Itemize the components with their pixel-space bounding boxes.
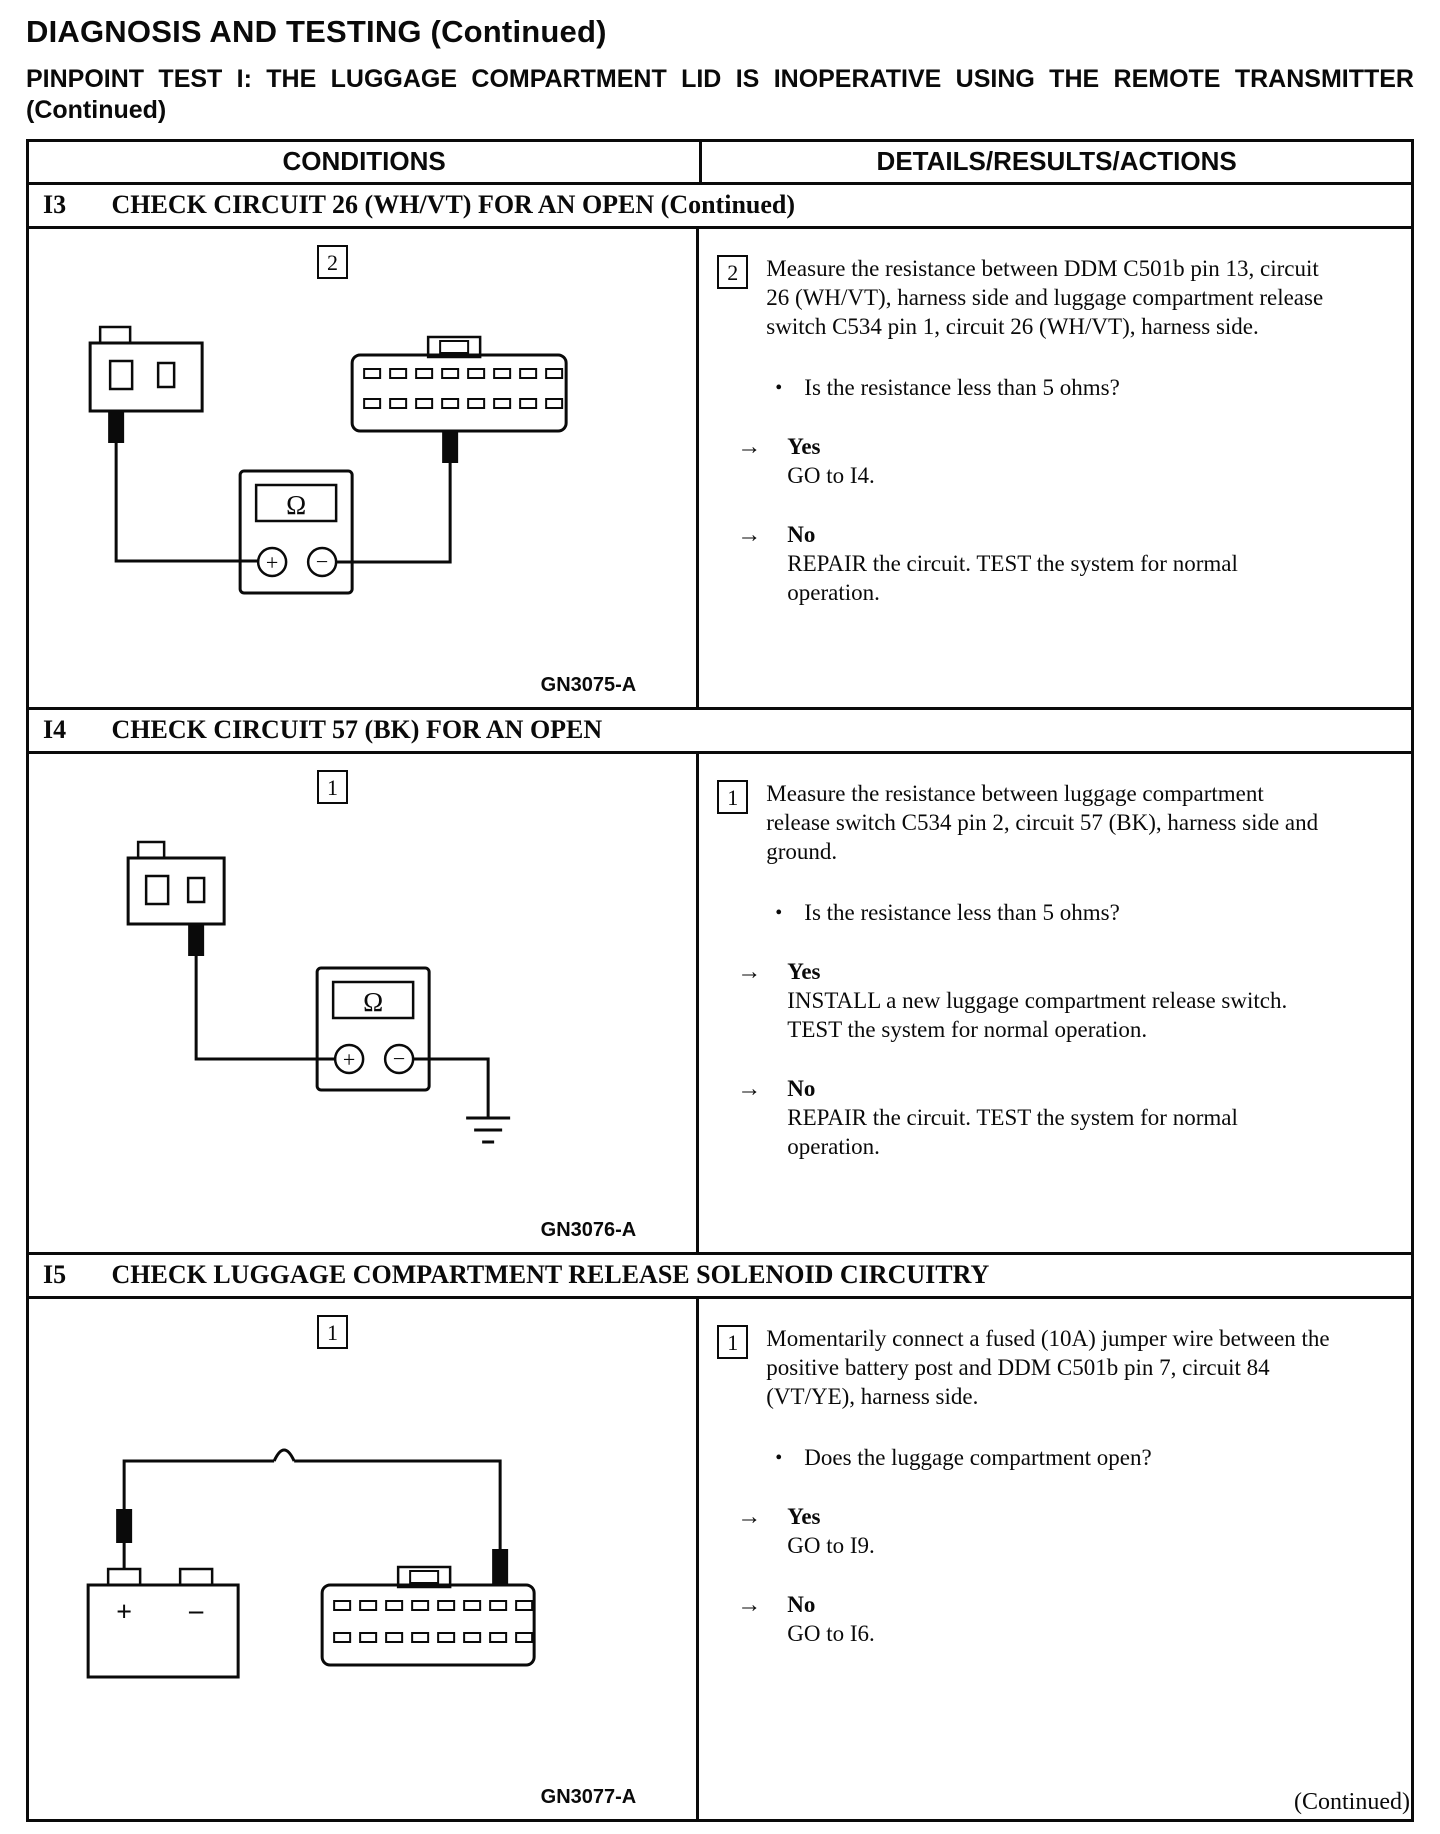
pinpoint-test-table: [26, 139, 1414, 1822]
instruction-text: Measure the resistance between DDM C501b pin 13, circuit 26 (WH/VT), harness side and luggage compartment release switch C534 pin 1, circuit 26 (WH/VT), harness side.: [766, 256, 1324, 339]
no-action: GO to I6.: [787, 1620, 875, 1646]
column-header-conditions: CONDITIONS: [282, 146, 446, 176]
figure-label: GN3077-A: [540, 1786, 637, 1808]
figure-label: GN3076-A: [540, 1219, 637, 1241]
section-body-row-i4: [29, 754, 1411, 1255]
bullet-icon: [775, 374, 782, 403]
section-title: CHECK LUGGAGE COMPARTMENT RELEASE SOLENOID CIRCUITRY: [111, 1260, 990, 1289]
no-label: No: [787, 1591, 816, 1617]
test-lead-left: [196, 956, 335, 1059]
arrow-icon: [737, 433, 761, 461]
step-number: 2: [717, 255, 748, 289]
release-switch-connector: [90, 327, 202, 411]
arrow-icon: [737, 1503, 761, 1531]
yes-label: Yes: [787, 958, 821, 984]
step-number: 1: [717, 1325, 748, 1359]
ohm-symbol: Ω: [286, 490, 307, 520]
diagram-step-number: 1: [317, 770, 348, 804]
column-header-details: DETAILS/RESULTS/ACTIONS: [699, 142, 1411, 182]
ground-symbol: [466, 1118, 510, 1142]
test-probe-right: [442, 431, 458, 463]
arrow-icon: [737, 958, 761, 986]
step-number: 1: [717, 780, 748, 814]
circuit-diagram-i5: [29, 1333, 696, 1773]
yes-action: GO to I4.: [787, 462, 875, 488]
conditions-cell-i3: [29, 229, 699, 707]
page-footer-continued: (Continued): [1294, 1789, 1410, 1815]
jumper-wire-right: [294, 1461, 500, 1551]
battery-negative-label: –: [189, 1595, 204, 1626]
conditions-cell-i5: [29, 1299, 699, 1819]
section-id: I5: [43, 1260, 67, 1289]
details-cell-i4: [699, 754, 1411, 1252]
question-text: Is the resistance less than 5 ohms?: [804, 899, 1120, 925]
yes-action: INSTALL a new luggage compartment release switch. TEST the system for normal operation.: [787, 987, 1288, 1042]
no-action: REPAIR the circuit. TEST the system for normal operation.: [787, 1104, 1238, 1159]
yes-label: Yes: [787, 433, 821, 459]
section-body-row-i3: [29, 229, 1411, 710]
meter-negative-terminal-label: −: [315, 549, 329, 574]
meter-positive-terminal-label: +: [265, 550, 279, 575]
jumper-wire: [124, 1461, 274, 1569]
question-text: Is the resistance less than 5 ohms?: [804, 374, 1120, 400]
section-body-row-i5: [29, 1299, 1411, 1819]
bullet-icon: [775, 899, 782, 928]
no-label: No: [787, 521, 816, 547]
no-label: No: [787, 1075, 816, 1101]
yes-label: Yes: [787, 1503, 821, 1529]
section-title-row-i4: [29, 710, 1411, 754]
ohm-symbol: Ω: [363, 987, 384, 1017]
test-probe-left: [108, 411, 124, 443]
section-id: I3: [43, 190, 67, 219]
test-probe: [188, 924, 204, 956]
page-subtitle: PINPOINT TEST I: THE LUGGAGE COMPARTMENT LID IS INOPERATIVE USING THE REMOTE TRANSMITTER (Continued): [26, 65, 1414, 124]
circuit-diagram-i3: [29, 263, 696, 663]
section-id: I4: [43, 715, 67, 744]
no-action: REPAIR the circuit. TEST the system for normal operation.: [787, 550, 1238, 605]
table-header-row: [29, 142, 1411, 185]
section-title-row-i5: [29, 1255, 1411, 1299]
test-lead-left: [116, 443, 258, 561]
diagram-step-number: 2: [317, 245, 348, 279]
section-title-row-i3: [29, 185, 1411, 229]
page-title: DIAGNOSIS AND TESTING (Continued): [26, 14, 607, 49]
release-switch-connector: [128, 842, 224, 924]
conditions-cell-i4: [29, 754, 699, 1252]
meter-positive-terminal-label: +: [342, 1047, 356, 1072]
question-text: Does the luggage compartment open?: [804, 1444, 1152, 1470]
arrow-icon: [737, 1075, 761, 1103]
details-cell-i3: [699, 229, 1411, 707]
arrow-icon: [737, 521, 761, 549]
arrow-icon: [737, 1591, 761, 1619]
section-title: CHECK CIRCUIT 57 (BK) FOR AN OPEN: [111, 715, 603, 744]
ddm-harness-connector: [352, 337, 566, 431]
instruction-text: Momentarily connect a fused (10A) jumper wire between the positive battery post and DDM C501b pin 7, circuit 84 (VT/YE), harness side.: [766, 1326, 1330, 1409]
circuit-diagram-i4: [29, 788, 696, 1208]
details-cell-i5: [699, 1299, 1411, 1819]
battery: [88, 1569, 238, 1677]
meter-negative-terminal-label: −: [392, 1046, 406, 1071]
section-title: CHECK CIRCUIT 26 (WH/VT) FOR AN OPEN (Continued): [111, 190, 796, 219]
battery-positive-label: +: [116, 1597, 133, 1628]
diagram-step-number: 1: [317, 1315, 348, 1349]
figure-label: GN3075-A: [540, 674, 637, 696]
jumper-probe-left: [116, 1509, 132, 1543]
fuse-symbol: [274, 1450, 294, 1461]
instruction-text: Measure the resistance between luggage compartment release switch C534 pin 2, circuit 57 (BK), harness side and ground.: [766, 781, 1319, 864]
bullet-icon: [775, 1444, 782, 1473]
yes-action: GO to I9.: [787, 1532, 875, 1558]
jumper-probe-right: [492, 1549, 508, 1585]
